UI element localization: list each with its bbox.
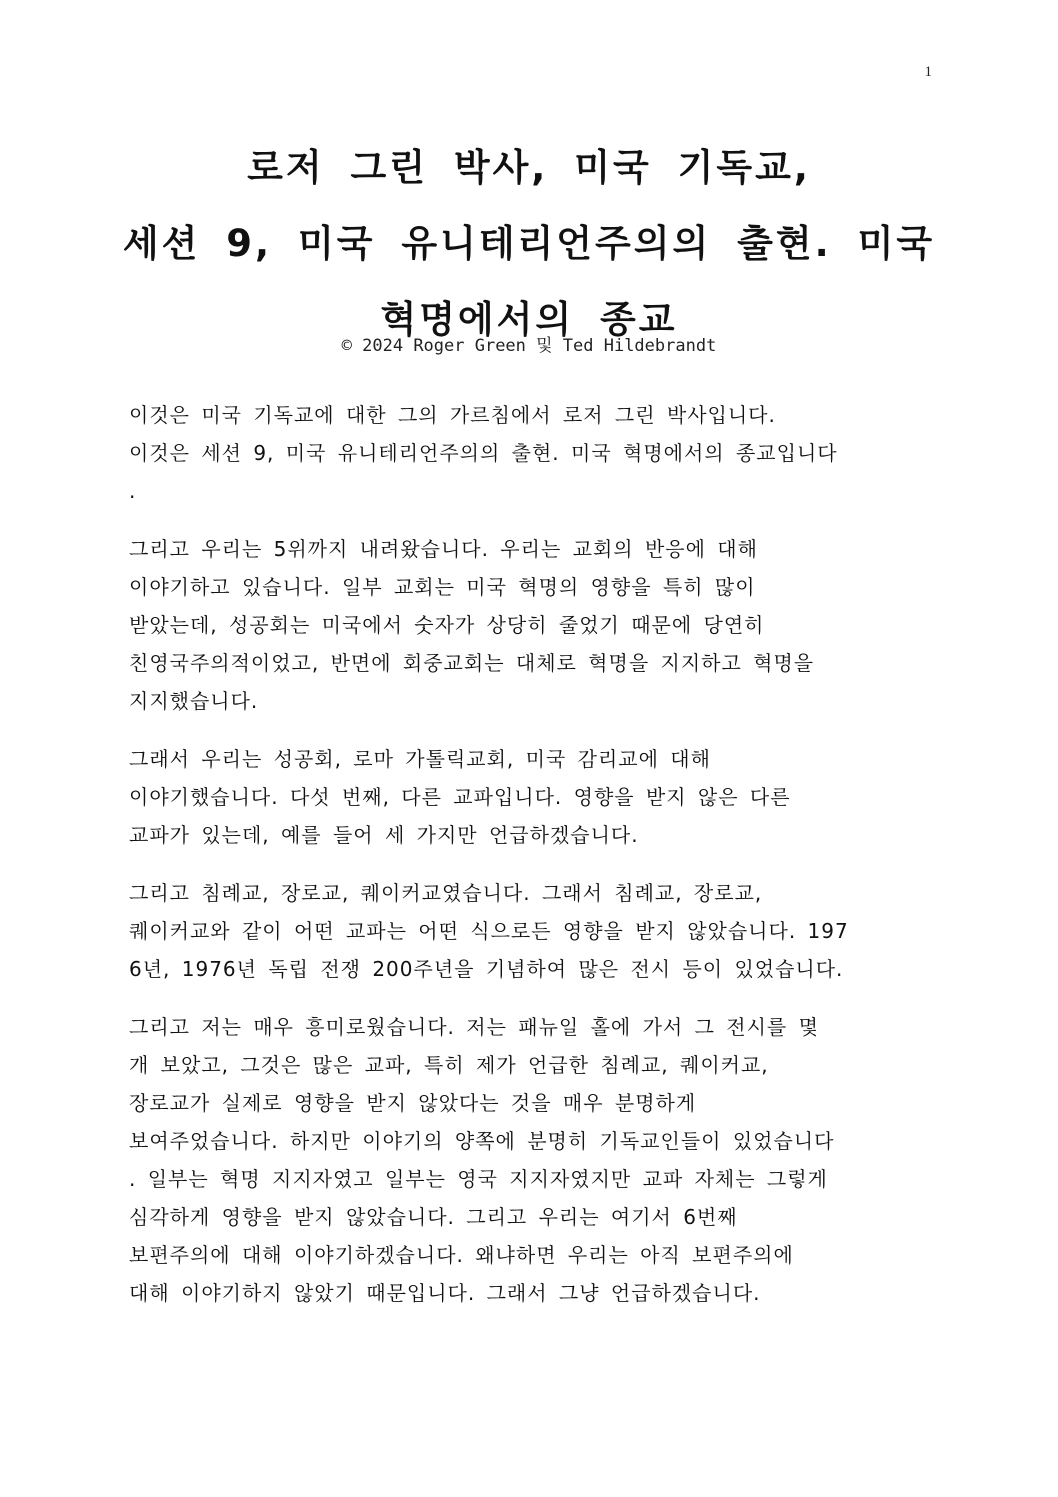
text-line: 장로교가 실제로 영향을 받지 않았다는 것을 매우 분명하게 — [129, 1091, 697, 1115]
text-line: 6년, 1976년 독립 전쟁 200주년을 기념하여 많은 전시 등이 있었습니다. — [129, 957, 844, 981]
title-line: 로저 그린 박사, 미국 기독교, — [247, 146, 811, 189]
text-line: . 일부는 혁명 지지자였고 일부는 영국 지지자였지만 교파 자체는 그렇게 — [129, 1167, 828, 1191]
paragraph — [129, 740, 929, 854]
page-number: 1 — [924, 64, 932, 80]
document-title — [100, 130, 958, 358]
text-line: 이것은 세션 9, 미국 유니테리언주의의 출현. 미국 혁명에서의 종교입니다 — [129, 441, 838, 465]
text-line: 받았는데, 성공회는 미국에서 숫자가 상당히 줄었기 때문에 당연히 — [129, 613, 765, 637]
text-line: 보여주었습니다. 하지만 이야기의 양쪽에 분명히 기독교인들이 있었습니다 — [129, 1129, 835, 1153]
document-body — [129, 396, 929, 1332]
text-line: 이야기하고 있습니다. 일부 교회는 미국 혁명의 영향을 특히 많이 — [129, 575, 756, 599]
paragraph — [129, 396, 929, 510]
text-line: 그리고 침례교, 장로교, 퀘이커교였습니다. 그래서 침례교, 장로교, — [129, 881, 763, 905]
text-line: . — [129, 479, 137, 503]
text-line: 퀘이커교와 같이 어떤 교파는 어떤 식으로든 영향을 받지 않았습니다. 197 — [129, 919, 849, 943]
text-line: 보편주의에 대해 이야기하겠습니다. 왜냐하면 우리는 아직 보편주의에 — [129, 1243, 794, 1267]
paragraph — [129, 530, 929, 720]
paragraph — [129, 874, 929, 988]
paragraph — [129, 1008, 929, 1312]
copyright-notice: © 2024 Roger Green 및 Ted Hildebrandt — [341, 336, 717, 356]
text-line: 그래서 우리는 성공회, 로마 가톨릭교회, 미국 감리교에 대해 — [129, 747, 711, 771]
text-line: 대해 이야기하지 않았기 때문입니다. 그래서 그냥 언급하겠습니다. — [129, 1281, 761, 1305]
text-line: 개 보았고, 그것은 많은 교파, 특히 제가 언급한 침례교, 퀘이커교, — [129, 1053, 769, 1077]
text-line: 지지했습니다. — [129, 689, 259, 713]
text-line: 심각하게 영향을 받지 않았습니다. 그리고 우리는 여기서 6번째 — [129, 1205, 738, 1229]
text-line: 이야기했습니다. 다섯 번째, 다른 교파입니다. 영향을 받지 않은 다른 — [129, 785, 791, 809]
text-line: 그리고 우리는 5위까지 내려왔습니다. 우리는 교회의 반응에 대해 — [129, 537, 758, 561]
text-line: 친영국주의적이었고, 반면에 회중교회는 대체로 혁명을 지지하고 혁명을 — [129, 651, 815, 675]
title-line: 세션 9, 미국 유니테리언주의의 출현. 미국 — [122, 222, 936, 265]
text-line: 교파가 있는데, 예를 들어 세 가지만 언급하겠습니다. — [129, 823, 639, 847]
text-line: 그리고 저는 매우 흥미로웠습니다. 저는 패뉴일 홀에 가서 그 전시를 몇 — [129, 1015, 819, 1039]
title-line: 혁명에서의 종교 — [380, 298, 678, 341]
text-line: 이것은 미국 기독교에 대한 그의 가르침에서 로저 그린 박사입니다. — [129, 403, 776, 427]
